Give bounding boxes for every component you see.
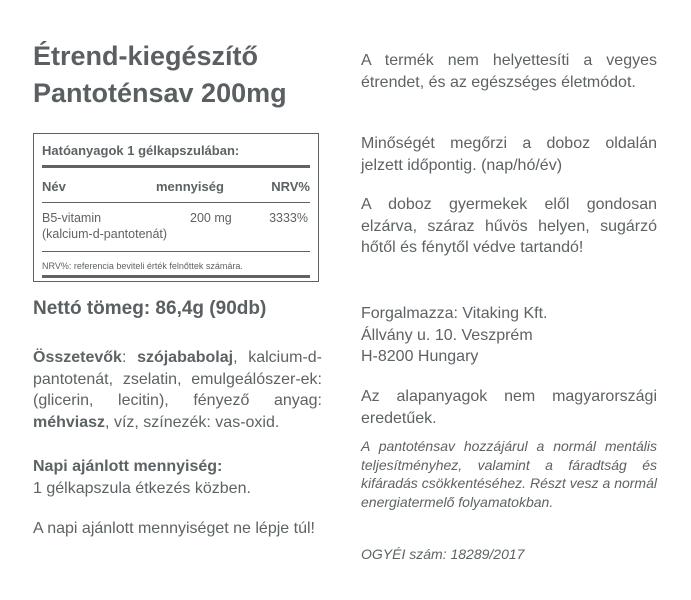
distributor-line-3: H-8200 Hungary xyxy=(361,348,479,365)
distributor-line-2: Állvány u. 10. Veszprém xyxy=(361,326,533,344)
title-line-2: Pantoténsav 200mg xyxy=(33,78,287,108)
paragraph-3: A doboz gyermekek elől gondosan elzárva, száraz hűvös helyen, sugárzó hőtől és fénytől védve tartandó! xyxy=(361,196,657,256)
ingredients-label: Összetevők xyxy=(33,349,122,366)
table-rule xyxy=(42,275,310,278)
ogyei-number: OGYÉI szám: 18289/2017 xyxy=(361,546,525,562)
row-subname: (kalcium-d-pantotenát) xyxy=(42,227,168,241)
table-rule xyxy=(42,165,310,168)
net-weight: Nettó tömeg: 86,4g (90db) xyxy=(33,298,267,319)
distributor xyxy=(361,303,657,368)
table-rule xyxy=(42,251,310,252)
row-amount: 200 mg xyxy=(190,211,232,225)
ingredients-allergen-2: méhviasz xyxy=(33,413,106,431)
dosage-text: 1 gélkapszula étkezés közben. xyxy=(33,479,251,497)
paragraph-1: A termék nem helyettesíti a vegyes étrendet, és az egészséges életmódot. xyxy=(361,52,657,91)
paragraph-4: Az alapanyagok nem magyarországi eredetűek. xyxy=(361,388,657,427)
ingredients-text-middle: , kalcium-d-pantotenát, zselatin, emulgeálószer-ek: (glicerin, lecitin), fényező anyag: xyxy=(33,349,322,409)
title-line-1: Étrend-kiegészítő xyxy=(33,41,259,71)
row-nrv: 3333% xyxy=(269,211,308,225)
dosage-label: Napi ajánlott mennyiség: xyxy=(33,458,223,475)
ingredients-text-before: : xyxy=(121,349,138,366)
warning-text: A napi ajánlott mennyiséget ne lépje túl! xyxy=(33,520,315,537)
table-rule xyxy=(42,202,310,203)
ingredients-text-after: , víz, színezék: vas-oxid. xyxy=(105,413,280,431)
column-header-amount: mennyiség xyxy=(156,179,224,194)
paragraph-2: Minőségét megőrzi a doboz oldalán jelzett időpontig. (nap/hó/év) xyxy=(361,135,657,174)
dosage xyxy=(33,456,322,499)
ingredients xyxy=(33,347,322,433)
column-header-name: Név xyxy=(42,179,66,194)
ingredients-allergen-1: szójababolaj xyxy=(137,349,234,366)
row-name: B5-vitamin xyxy=(42,211,102,225)
health-claim: A pantoténsav hozzájárul a normál mentális teljesítményhez, valamint a fáradtság és kifáradás csökkentéséhez. Részt vesz a normál energiatermelő folyamatokban. xyxy=(361,438,657,510)
nutrition-table xyxy=(33,133,319,282)
nutrition-footnote: NRV%: referencia beviteli érték felnőttek számára. xyxy=(42,261,243,271)
distributor-line-1: Forgalmazza: Vitaking Kft. xyxy=(361,305,548,322)
column-header-nrv: NRV% xyxy=(271,179,310,194)
product-title xyxy=(33,38,287,112)
nutrition-heading: Hatóanyagok 1 gélkapszulában: xyxy=(42,143,240,158)
